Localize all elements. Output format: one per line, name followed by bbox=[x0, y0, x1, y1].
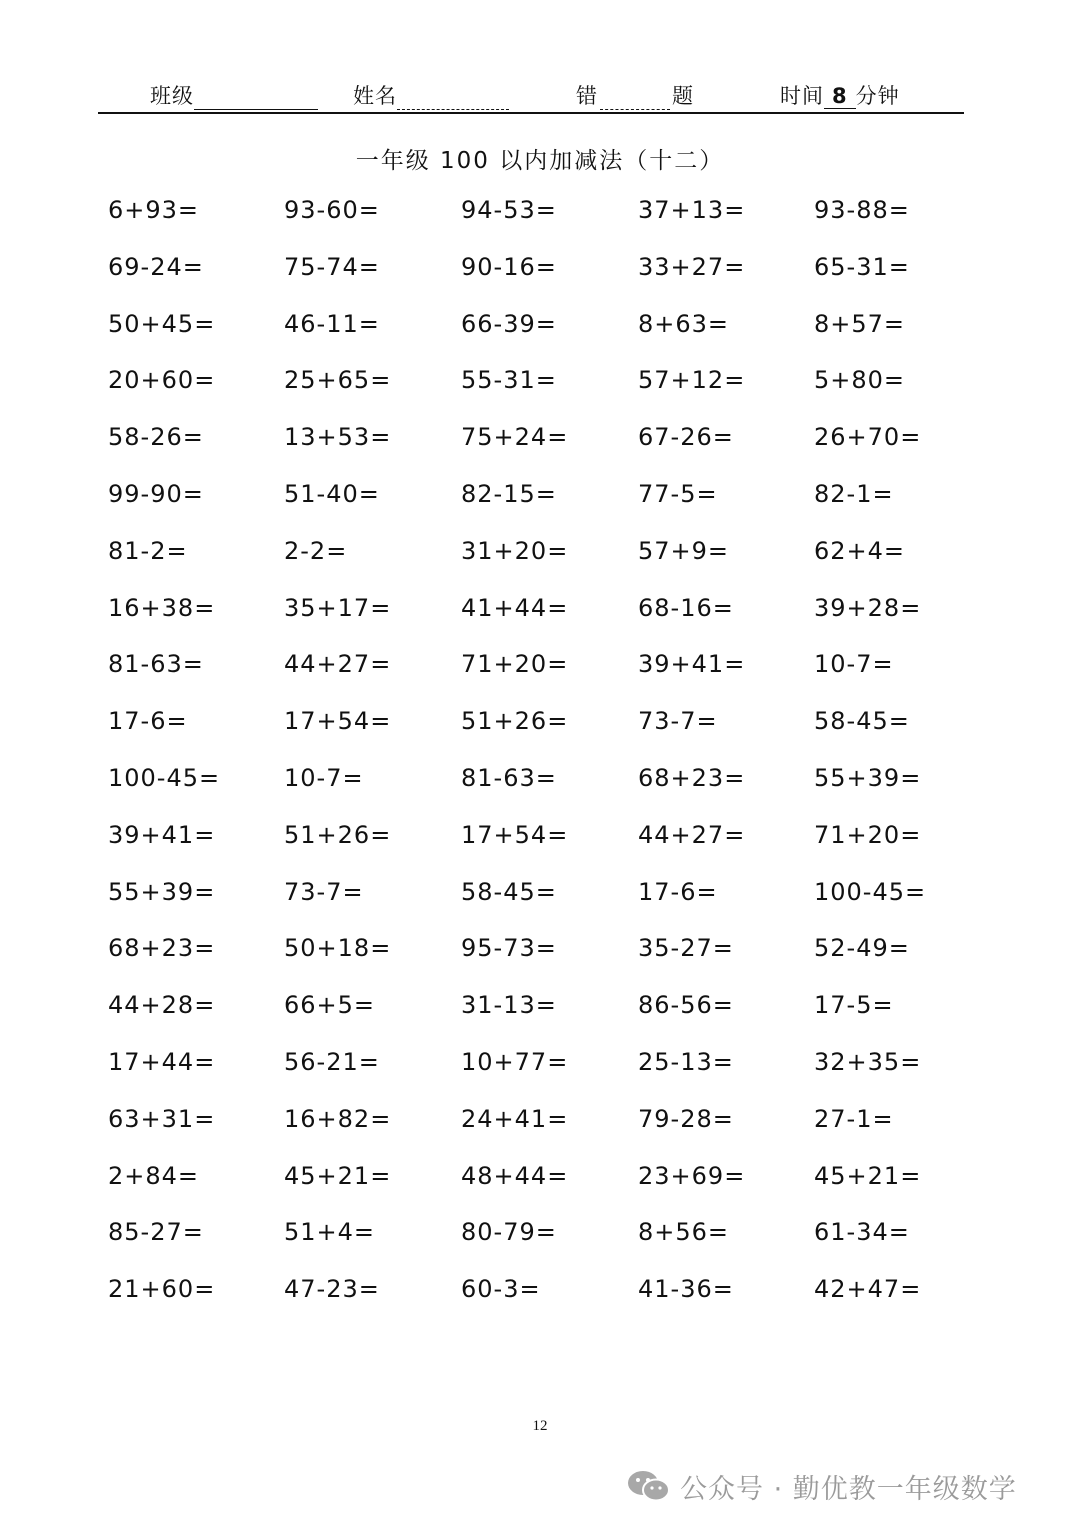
math-problem: 55+39= bbox=[108, 877, 216, 906]
math-problem: 16+38= bbox=[108, 593, 216, 622]
math-problem: 93-60= bbox=[284, 196, 380, 224]
math-problem: 55+39= bbox=[814, 763, 922, 792]
math-problem: 56-21= bbox=[284, 1047, 380, 1076]
math-problem: 62+4= bbox=[814, 536, 906, 565]
math-problem: 46-11= bbox=[284, 309, 380, 338]
math-problem: 95-73= bbox=[461, 934, 557, 963]
name-blank bbox=[397, 87, 509, 110]
time-field bbox=[780, 80, 900, 110]
math-problem: 10-7= bbox=[284, 763, 364, 792]
class-label: 班级 bbox=[150, 84, 194, 108]
math-problem: 63+31= bbox=[108, 1104, 216, 1133]
math-problem: 13+53= bbox=[284, 423, 392, 452]
math-problem: 44+28= bbox=[108, 991, 216, 1020]
math-problem: 67-26= bbox=[638, 423, 734, 452]
math-problem: 45+21= bbox=[814, 1161, 922, 1190]
math-problem: 44+27= bbox=[638, 820, 746, 849]
math-problem: 8+63= bbox=[638, 309, 730, 338]
math-problem: 10+77= bbox=[461, 1047, 569, 1076]
worksheet-title: 一年级 100 以内加减法（十二） bbox=[355, 148, 725, 174]
worksheet-header bbox=[98, 74, 964, 114]
math-problem: 61-34= bbox=[814, 1218, 910, 1247]
math-problem: 31-13= bbox=[461, 991, 557, 1020]
math-problem: 2+84= bbox=[108, 1161, 200, 1190]
math-problem: 100-45= bbox=[108, 763, 221, 792]
math-problem: 93-88= bbox=[814, 196, 910, 224]
math-problem: 71+20= bbox=[814, 820, 922, 849]
page-number: 12 bbox=[532, 1418, 548, 1434]
math-problem: 17-5= bbox=[814, 991, 894, 1020]
math-problem: 17-6= bbox=[108, 707, 188, 736]
math-problem: 25+65= bbox=[284, 366, 392, 395]
math-problem: 51+26= bbox=[461, 707, 569, 736]
math-problem: 21+60= bbox=[108, 1275, 216, 1304]
math-problem: 66+5= bbox=[284, 991, 376, 1020]
math-problem: 99-90= bbox=[108, 479, 204, 508]
math-problem: 75+24= bbox=[461, 423, 569, 452]
math-problem: 79-28= bbox=[638, 1104, 734, 1133]
name-field bbox=[353, 80, 509, 110]
math-problem: 17-6= bbox=[638, 877, 718, 906]
wechat-icon bbox=[626, 1469, 672, 1503]
math-problem: 81-2= bbox=[108, 536, 188, 565]
math-problem: 90-16= bbox=[461, 252, 557, 281]
math-problem: 8+56= bbox=[638, 1218, 730, 1247]
math-problem: 41-36= bbox=[638, 1275, 734, 1304]
class-blank bbox=[194, 87, 318, 110]
math-problem: 51-40= bbox=[284, 479, 380, 508]
time-unit: 分钟 bbox=[855, 84, 900, 108]
math-problem: 37+13= bbox=[638, 196, 746, 224]
math-problem: 52-49= bbox=[814, 934, 910, 963]
math-problem: 81-63= bbox=[108, 650, 204, 679]
math-problem: 17+44= bbox=[108, 1047, 216, 1076]
math-problem: 48+44= bbox=[461, 1161, 569, 1190]
math-problem: 17+54= bbox=[284, 707, 392, 736]
math-problem: 68+23= bbox=[108, 934, 216, 963]
wrong-count-field bbox=[576, 80, 694, 110]
math-problem: 39+41= bbox=[638, 650, 746, 679]
math-problem: 57+9= bbox=[638, 536, 730, 565]
math-problem: 41+44= bbox=[461, 593, 569, 622]
math-problem: 71+20= bbox=[461, 650, 569, 679]
wrong-label: 错 bbox=[576, 84, 598, 108]
math-problem: 31+20= bbox=[461, 536, 569, 565]
math-problem: 23+69= bbox=[638, 1161, 746, 1190]
watermark-text: 公众号 · 勤优教一年级数学 bbox=[680, 1473, 1017, 1505]
math-problem: 35+17= bbox=[284, 593, 392, 622]
math-problem: 77-5= bbox=[638, 479, 718, 508]
math-problem: 69-24= bbox=[108, 252, 204, 281]
math-problem: 45+21= bbox=[284, 1161, 392, 1190]
math-problem: 68-16= bbox=[638, 593, 734, 622]
math-problem: 27-1= bbox=[814, 1104, 894, 1133]
math-problem: 24+41= bbox=[461, 1104, 569, 1133]
math-problem: 75-74= bbox=[284, 252, 380, 281]
math-problem: 20+60= bbox=[108, 366, 216, 395]
math-problem: 86-56= bbox=[638, 991, 734, 1020]
math-problem: 2-2= bbox=[284, 536, 348, 565]
math-problem: 44+27= bbox=[284, 650, 392, 679]
math-problem: 73-7= bbox=[638, 707, 718, 736]
math-problem: 33+27= bbox=[638, 252, 746, 281]
math-problem: 85-27= bbox=[108, 1218, 204, 1247]
math-problem: 55-31= bbox=[461, 366, 557, 395]
math-problem: 39+28= bbox=[814, 593, 922, 622]
math-problem: 6+93= bbox=[108, 196, 200, 224]
math-problem: 82-1= bbox=[814, 479, 894, 508]
math-problem: 100-45= bbox=[814, 877, 927, 906]
math-problem: 25-13= bbox=[638, 1047, 734, 1076]
math-problem: 65-31= bbox=[814, 252, 910, 281]
math-problem: 57+12= bbox=[638, 366, 746, 395]
wrong-suffix: 题 bbox=[672, 84, 694, 108]
math-problem: 58-26= bbox=[108, 423, 204, 452]
math-problem: 26+70= bbox=[814, 423, 922, 452]
watermark bbox=[626, 1466, 1017, 1506]
math-problem: 58-45= bbox=[814, 707, 910, 736]
math-problem: 51+4= bbox=[284, 1218, 376, 1247]
math-problem: 80-79= bbox=[461, 1218, 557, 1247]
math-problem: 42+47= bbox=[814, 1275, 922, 1304]
math-problem: 50+45= bbox=[108, 309, 216, 338]
math-problem: 68+23= bbox=[638, 763, 746, 792]
time-label: 时间 bbox=[780, 84, 824, 108]
math-problem: 50+18= bbox=[284, 934, 392, 963]
math-problem: 5+80= bbox=[814, 366, 906, 395]
math-problem: 17+54= bbox=[461, 820, 569, 849]
math-problem: 51+26= bbox=[284, 820, 392, 849]
math-problem: 8+57= bbox=[814, 309, 906, 338]
name-label: 姓名 bbox=[353, 84, 397, 108]
wrong-blank bbox=[600, 87, 670, 110]
math-problem: 73-7= bbox=[284, 877, 364, 906]
class-field bbox=[150, 80, 318, 110]
math-problem: 32+35= bbox=[814, 1047, 922, 1076]
math-problem: 47-23= bbox=[284, 1275, 380, 1304]
math-problem: 82-15= bbox=[461, 479, 557, 508]
math-problem: 35-27= bbox=[638, 934, 734, 963]
time-value: 8 bbox=[824, 84, 856, 109]
math-problem: 81-63= bbox=[461, 763, 557, 792]
math-problem: 16+82= bbox=[284, 1104, 392, 1133]
math-problem: 94-53= bbox=[461, 196, 557, 224]
math-problem: 10-7= bbox=[814, 650, 894, 679]
math-problem: 39+41= bbox=[108, 820, 216, 849]
math-problem: 60-3= bbox=[461, 1275, 541, 1304]
math-problem: 66-39= bbox=[461, 309, 557, 338]
math-problem: 58-45= bbox=[461, 877, 557, 906]
